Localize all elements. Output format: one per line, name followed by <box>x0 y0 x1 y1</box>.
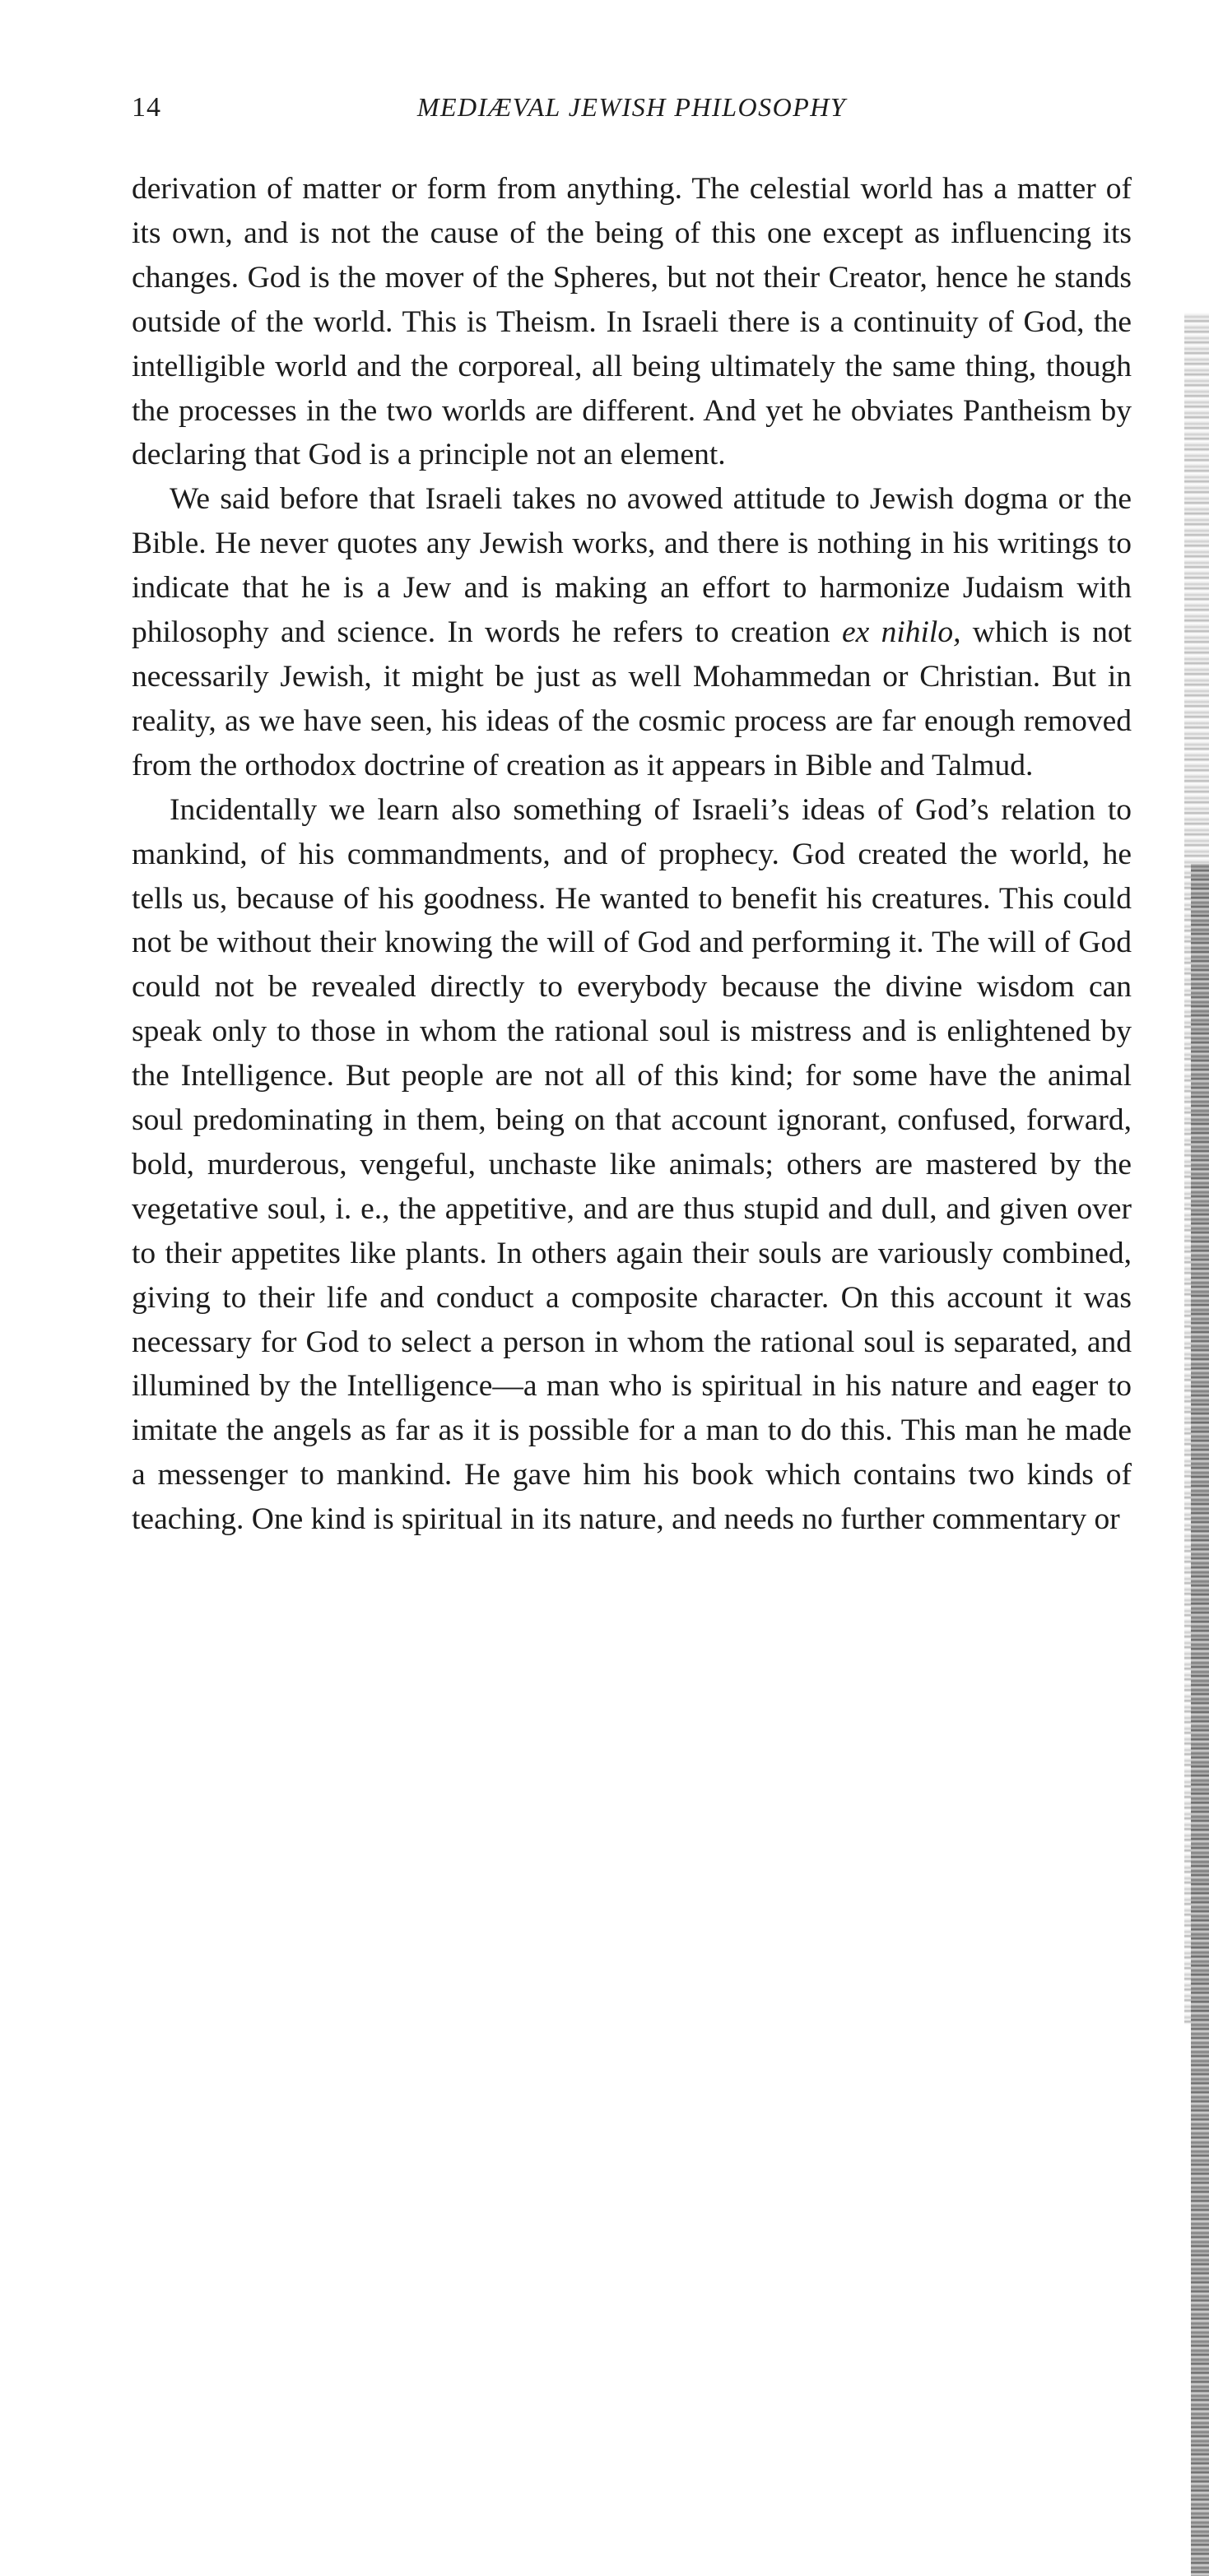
paragraph-2-text-start: We said before that Israeli takes no avowed attitude to Jewish dogma or the Bible. He never quotes any Jewish works, and there is nothing in his writings to indicate that he is a Jew and is making an effort to harmonize Judaism with philosophy and science. In words he refers to creation <box>132 482 1132 650</box>
running-head <box>132 92 1132 133</box>
paragraph-2-text-end: which is not necessarily Jewish, it might be just as well Mohammedan or Christian. But in reality, as we have seen, his ideas of the cosmic process are far enough removed from the orthodox doctrine of creation as it appears in Bible and Talmud. <box>132 615 1132 782</box>
running-title: MEDIÆVAL JEWISH PHILOSOPHY <box>416 92 847 122</box>
paragraph-1: derivation of matter or form from anything. The celestial world has a matter of its own, and is not the cause of the being of this one except as influencing its changes. God is the mover of the Spheres, but not their Creator, hence he stands outside of the world. This is Theism. In Israeli there is a continuity of God, the intelligible world and the corporeal, all being ultimately the same thing, though the processes in the two worlds are different. And yet he obviates Pantheism by declaring that God is a principle not an element. <box>132 172 1132 472</box>
latin-phrase: ex nihilo, <box>841 615 961 650</box>
page-edge-shading-dark <box>1191 864 1209 2576</box>
paragraph-2 <box>132 477 1132 787</box>
page-number: 14 <box>132 92 161 123</box>
paragraph-3: Incidentally we learn also something of Israeli’s ideas of God’s relation to mankind, of his commandments, and of prophecy. God created the world, he tells us, because of his goodness. He wanted to benefit his creatures. This could not be without their knowing the will of God and performing it. The will of God could not be revealed directly to everybody because the divine wisdom can speak only to those in whom the rational soul is mistress and is enlightened by the Intelligence. But people are not all of this kind; for some have the animal soul predominating in them, being on that account ignorant, confused, forward, bold, murderous, vengeful, unchaste like animals; others are mastered by the vegetative soul, i. e., the appetitive, and are thus stupid and dull, and given over to their appetites like plants. In others again their souls are variously combined, giving to their life and conduct a composite character. On this account it was necessary for God to select a person in whom the rational soul is separated, and illumined by the Intelligence—a man who is spiritual in his nature and eager to imitate the angels as far as it is possible for a man to do this. This man he made a messenger to mankind. He gave him his book which contains two kinds of teaching. One kind is spiritual in its nature, and needs no further commentary or <box>132 792 1132 1537</box>
body-text <box>132 167 1132 1542</box>
